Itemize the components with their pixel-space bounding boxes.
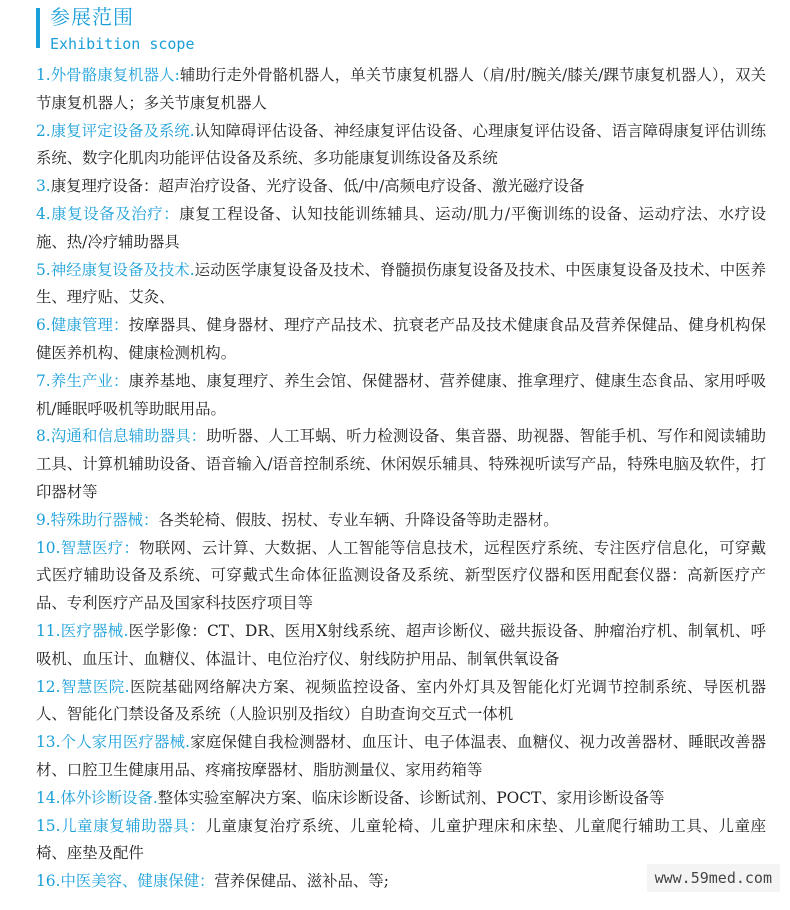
- scope-item-label: 15.儿童康复辅助器具：: [36, 816, 206, 835]
- scope-item: [36, 368, 766, 424]
- scope-item-label: 7.养生产业：: [36, 371, 129, 390]
- scope-item-label: 5.神经康复设备及技术.: [36, 260, 195, 279]
- section-header: [36, 4, 436, 52]
- scope-item-label: 11.医疗器械.: [36, 621, 129, 640]
- exhibition-scope-list: [36, 62, 766, 896]
- scope-item-label: 12.智慧医院.: [36, 677, 130, 696]
- section-title: 参展范围: [50, 5, 134, 29]
- accent-bar: [36, 8, 40, 48]
- scope-item: [36, 813, 766, 869]
- scope-item: [36, 507, 766, 535]
- scope-item-text: 营养保健品、滋补品、等;: [214, 872, 389, 891]
- section-subtitle: Exhibition scope: [50, 35, 195, 53]
- scope-item: [36, 535, 766, 618]
- scope-item-text: 家庭保健自我检测器材、血压计、电子体温表、血糖仪、视力改善器材、睡眠改善器材、口腔卫生健康用品、疼痛按摩器材、脂肪测量仪、家用药箱等: [36, 733, 766, 779]
- scope-item-text: 整体实验室解决方案、临床诊断设备、诊断试剂、POCT、家用诊断设备等: [157, 788, 665, 807]
- scope-item: [36, 173, 766, 201]
- scope-item-label: 4.康复设备及治疗：: [36, 204, 180, 223]
- scope-item-text: 康复工程设备、认知技能训练辅具、运动/肌力/平衡训练的设备、运动疗法、水疗设施、热/冷疗辅助器具: [36, 204, 767, 251]
- scope-item-text: 运动医学康复设备及技术、脊髓损伤康复设备及技术、中医康复设备及技术、中医养生、理疗贴、艾灸、: [36, 260, 766, 307]
- site-watermark: www.59med.com: [647, 864, 780, 892]
- scope-item-label: 6.健康管理：: [36, 316, 129, 335]
- scope-item: [36, 312, 766, 368]
- scope-item: [36, 674, 766, 730]
- scope-item-label: 2.康复评定设备及系统.: [36, 121, 195, 140]
- scope-item-text: 辅助行走外骨骼机器人，单关节康复机器人（肩/肘/腕关/膝关/踝节康复机器人），双关节康复机器人；多关节康复机器人: [36, 66, 766, 112]
- scope-item-text: 康养基地、康复理疗、养生会馆、保健器材、营养健康、推拿理疗、健康生态食品、家用呼吸机/睡眠呼吸机等助眠用品。: [36, 371, 766, 418]
- scope-item-label: 14.体外诊断设备.: [36, 788, 158, 807]
- scope-item-text: 物联网、云计算、大数据、人工智能等信息技术，远程医疗系统、专注医疗信息化，可穿戴式医疗辅助设备及系统、可穿戴式生命体征监测设备及系统、新型医疗仪器和医用配套仪器：高新医疗产品、专利医疗产品及国家科技医疗项目等: [36, 538, 766, 613]
- scope-item: [36, 618, 766, 674]
- scope-item-text: 儿童康复治疗系统、儿童轮椅、儿童护理床和床垫、儿童爬行辅助工具、儿童座椅、座垫及配件: [36, 816, 766, 863]
- scope-item-text: 医院基础网络解决方案、视频监控设备、室内外灯具及智能化灯光调节控制系统、导医机器人、智能化门禁设备及系统（人脸识别及指纹）自助查询交互式一体机: [36, 677, 766, 724]
- scope-item-text: 助听器、人工耳蜗、听力检测设备、集音器、助视器、智能手机、写作和阅读辅助工具、计算机辅助设备、语音输入/语音控制系统、休闲娱乐辅具、特殊视听读写产品，特殊电脑及软件，打印器材等: [36, 427, 766, 501]
- scope-item: [36, 729, 766, 785]
- scope-item-label: 3.: [36, 177, 51, 196]
- scope-item-text: 医学影像：CT、DR、医用X射线系统、超声诊断仪、磁共振设备、肿瘤治疗机、制氧机、呼吸机、血压计、血糖仪、体温计、电位治疗仪、射线防护用品、制氧供氧设备: [36, 621, 766, 668]
- scope-item-text: 按摩器具、健身器材、理疗产品技术、抗衰老产品及技术健康食品及营养保健品、健身机构保健医养机构、健康检测机构。: [36, 316, 766, 362]
- scope-item-label: 16.中医美容、健康保健：: [36, 872, 215, 891]
- scope-item-label: 8.沟通和信息辅助器具：: [36, 427, 207, 446]
- scope-item: [36, 785, 766, 813]
- scope-item-label: 1.外骨骼康复机器人:: [36, 66, 180, 84]
- scope-item-text: 各类轮椅、假肢、拐杖、专业车辆、升降设备等助走器材。: [158, 510, 559, 529]
- scope-item-label: 9.特殊助行器械：: [36, 510, 159, 529]
- scope-item-text: 认知障碍评估设备、神经康复评估设备、心理康复评估设备、语言障碍康复评估训练系统、数字化肌肉功能评估设备及系统、多功能康复训练设备及系统: [36, 121, 766, 168]
- scope-item-label: 13.个人家用医疗器械.: [36, 733, 191, 752]
- scope-item: [36, 118, 766, 174]
- scope-item: [36, 62, 766, 118]
- scope-item-label: 10.智慧医疗：: [36, 538, 140, 557]
- scope-item: [36, 201, 766, 257]
- scope-item: [36, 423, 766, 506]
- scope-item-text: 康复理疗设备：超声治疗设备、光疗设备、低/中/高频电疗设备、激光磁疗设备: [50, 177, 585, 196]
- scope-item: [36, 257, 766, 313]
